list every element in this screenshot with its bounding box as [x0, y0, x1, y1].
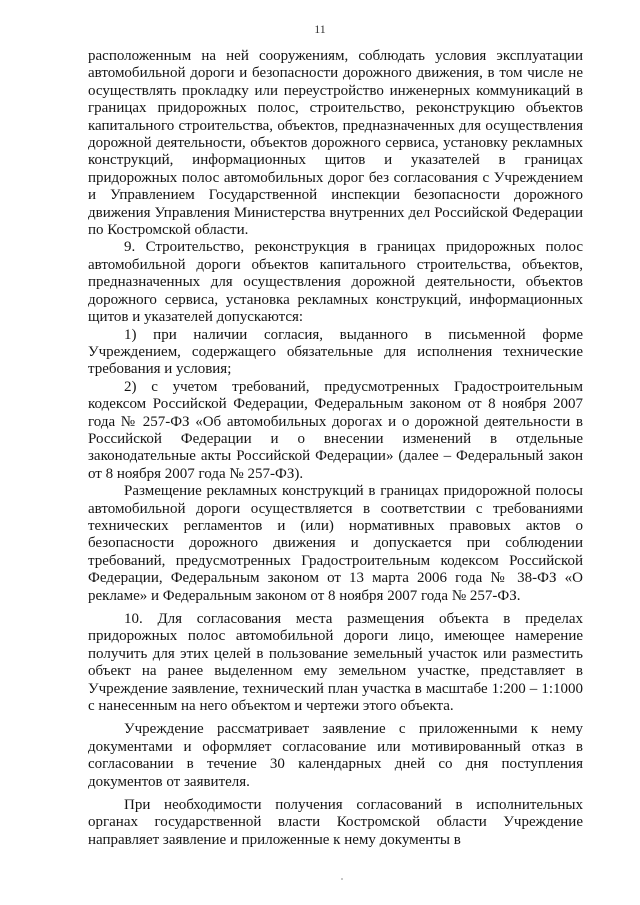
paragraph-item-10: 10. Для согласования места размещения объекта в пределах придорожных полос автомобильной дороги лицо, имеющее намерение получить для этих целей в пользование земельный участок или разместить объект на ранее выделенном ему земельном участке, представляет в Учреждение заявление, технический план участка в масштабе 1:200 – 1:1000 с нанесенным на него объектом и чертежи этого объекта.	[88, 611, 583, 715]
paragraph-subitem-1: 1) при наличии согласия, выданного в письменной форме Учреждением, содержащего обязательные для исполнения технические требования и условия;	[88, 326, 583, 378]
paragraph-item-9: 9. Строительство, реконструкция в границах придорожных полос автомобильной дороги объектов капитального строительства, объектов, предназначенных для осуществления дорожной деятельности, объектов дорожного сервиса, установка рекламных конструкций, информационных щитов и указателей допускаются:	[88, 239, 583, 326]
paragraph-approvals: При необходимости получения согласований в исполнительных органах государственной власти Костромской области Учреждение направляет заявление и приложенные к нему документы в	[88, 797, 583, 848]
paragraph-subitem-2: 2) с учетом требований, предусмотренных Градостроительным кодексом Российской Федерации, Федеральным законом от 8 ноября 2007 года № 257-ФЗ «Об автомобильных дорогах и о дорожной деятельности в Российской Федерации и о внесении изменений в отдельные законодательные акты Российской Федерации» (далее – Федеральный закон от 8 ноября 2007 года № 257-ФЗ).	[88, 378, 583, 482]
paragraph-continuation: расположенным на ней сооружениям, соблюдать условия эксплуатации автомобильной дороги и безопасности дорожного движения, в том числе не осуществлять прокладку или переустройство инженерных коммуникаций в границах придорожных полос, строительство, реконструкцию объектов капитального строительства, объектов, предназначенных для осуществления дорожной деятельности, объектов дорожного сервиса, установку рекламных конструкций, информационных щитов и указателей в границах придорожных полос автомобильных дорог без согласования с Учреждением и Управлением Государственной инспекции безопасности дорожного движения Управления Министерства внутренних дел Российской Федерации по Костромской области.	[88, 48, 583, 239]
paragraph-advertising: Размещение рекламных конструкций в границах придорожной полосы автомобильной дороги осуществляется в соответствии с требованиями технических регламентов и (или) нормативных правовых актов о безопасности дорожного движения и допускается при соблюдении требований, предусмотренных Градостроительным кодексом Российской Федерации, Федеральным законом от 13 марта 2006 года № 38-ФЗ «О рекламе» и Федеральным законом от 8 ноября 2007 года № 257-ФЗ.	[88, 483, 583, 604]
page-number: 11	[314, 22, 326, 36]
scan-speck	[341, 878, 343, 880]
document-body	[88, 48, 583, 849]
paragraph-review: Учреждение рассматривает заявление с приложенными к нему документами и оформляет согласование или мотивированный отказ в согласовании в течение 30 календарных дней со дня поступления документов от заявителя.	[88, 721, 583, 790]
